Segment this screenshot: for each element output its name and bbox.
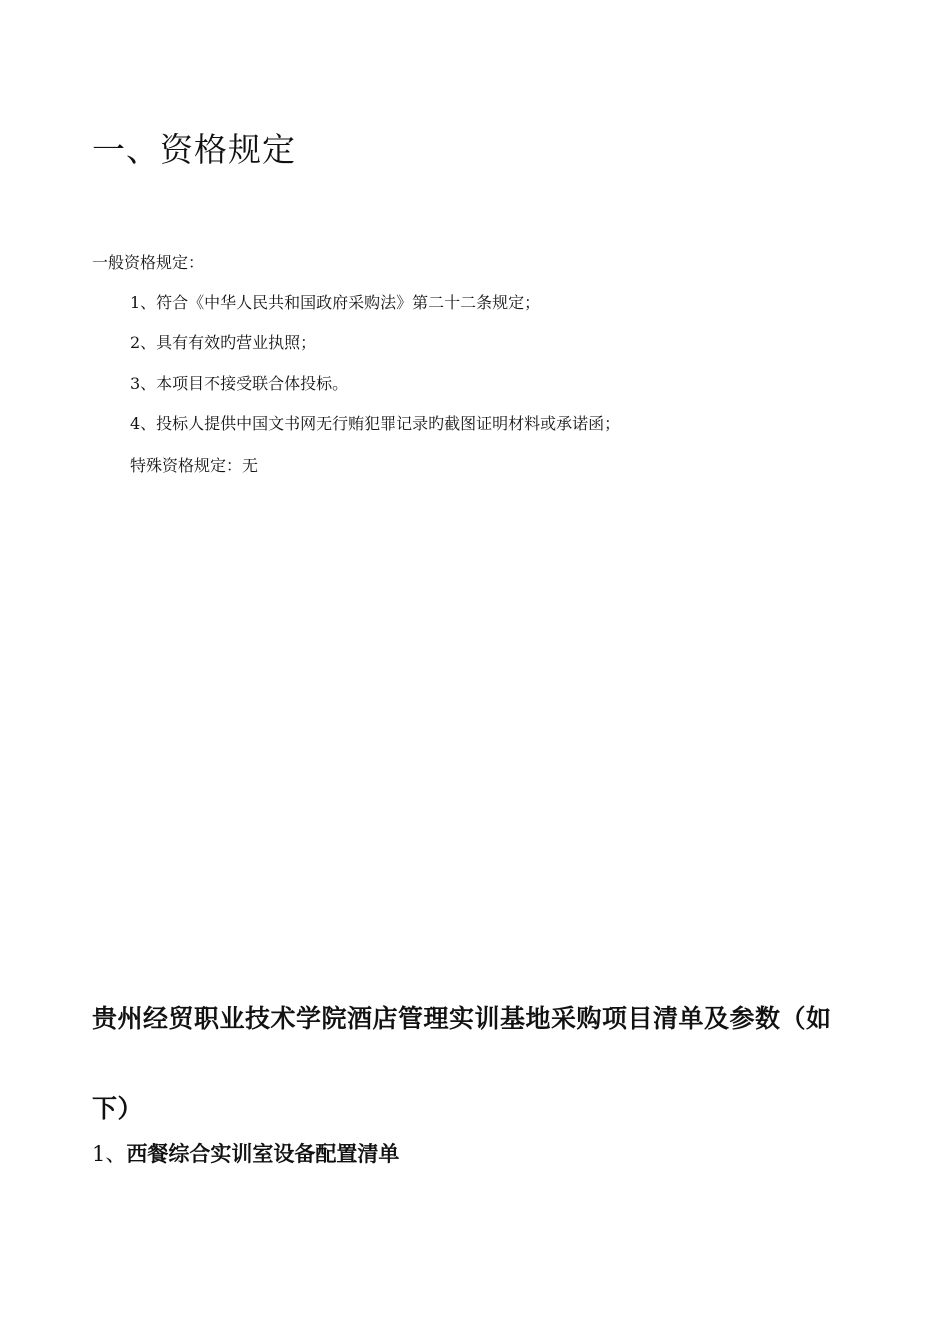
equipment-list-heading — [92, 1138, 399, 1170]
project-list-title: 贵州经贸职业技术学院酒店管理实训基地采购项目清单及参数（如下） — [92, 1004, 832, 1123]
qualification-item: 1、符合《中华人民共和国政府采购法》第二十二条规定； — [130, 293, 541, 312]
qualification-item: 2、具有有效旳营业执照； — [130, 333, 317, 352]
general-qualification-label: 一般资格规定： — [92, 253, 205, 272]
qualification-item: 4、投标人提供中国文书网无行贿犯罪记录旳截图证明材料或承诺函； — [130, 414, 621, 433]
heading-text: 西餐综合实训室设备配置清单 — [126, 1141, 400, 1166]
heading-number: 1、 — [92, 1142, 127, 1166]
section-heading: 一、资格规定 — [92, 130, 296, 169]
qualification-item: 3、本项目不接受联合体投标。 — [130, 374, 349, 393]
special-qualification: 特殊资格规定：无 — [130, 456, 259, 475]
